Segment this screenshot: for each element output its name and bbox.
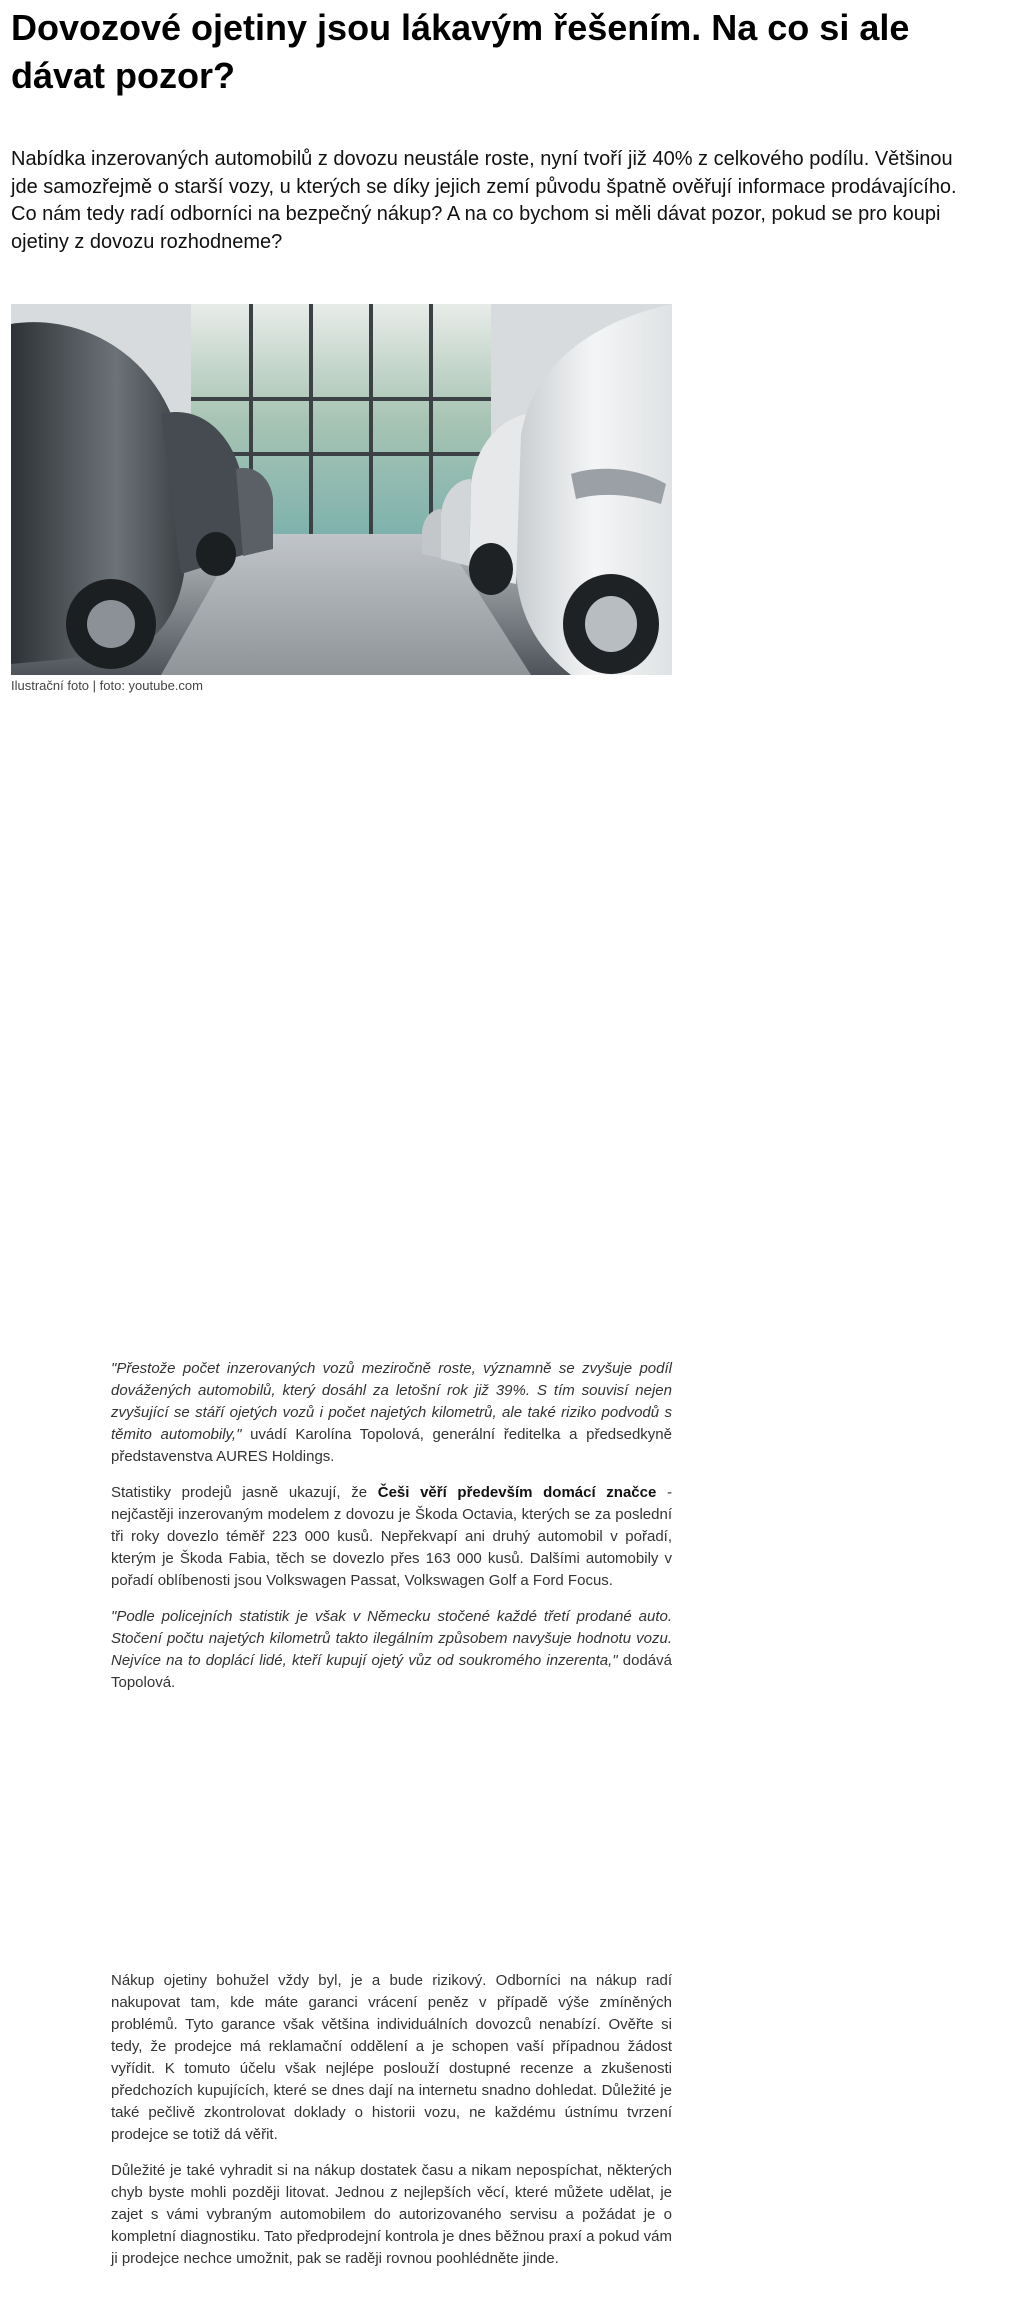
quote-attribution: uvádí Karolína Topolová, generální ředitelka a předsedkyně představenstva AURES Holdings. — [111, 1426, 672, 1465]
article-photo — [11, 304, 672, 675]
paragraph-text: Statistiky prodejů jasně ukazují, že — [111, 1484, 378, 1501]
article-paragraph — [111, 1358, 672, 1468]
article-paragraph — [111, 1606, 672, 1694]
quote-text: "Podle policejních statistik je však v Německu stočené každé třetí prodané auto. Stočení počtu najetých kilometrů takto ilegálním způsobem navyšuje hodnotu vozu. Nejvíce na to doplácí lidé, kteří kupují ojetý vůz od soukromého inzerenta," — [111, 1608, 672, 1669]
car-showroom-illustration — [11, 304, 672, 675]
quote-attribution: dodává Topolová. — [111, 1652, 672, 1691]
paragraph-text: - nejčastěji inzerovaným modelem z dovozu je Škoda Octavia, kterých se za poslední tři roky dovezlo téměř 223 000 kusů. Nepřekvapí ani druhý automobil v pořadí, kterým je Škoda Fabia, těch se dovezlo přes 163 000 kusů. Dalšími automobily v pořadí oblíbenosti jsou Volkswagen Passat, Volkswagen Golf a Ford Focus. — [111, 1484, 672, 1589]
article-paragraph — [111, 1482, 672, 1592]
article-body-section-1 — [111, 1358, 672, 1708]
emphasis-text: Češi věří především domácí značce — [377, 1484, 657, 1501]
article-lead: Nabídka inzerovaných automobilů z dovozu neustále roste, nyní tvoří již 40% z celkového podílu. Většinou jde samozřejmě o starší vozy, u kterých se díky jejich zemí původu špatně ověřují informace prodávajícího. Co nám tedy radí odborníci na bezpečný nákup? A na co bychom si měli dávat pozor, pokud se pro koupi ojetiny z dovozu rozhodneme? — [11, 148, 957, 253]
article-paragraph: Důležité je také vyhradit si na nákup dostatek času a nikam nepospíchat, některých chyb byste mohli později litovat. Jednou z nejlepších věcí, které můžete udělat, je zajet s vámi vybraným automobilem do autorizovaného servisu a požádat je o kompletní diagnostiku. Tato předprodejní kontrola je dnes běžnou praxí a pokud vám ji prodejce nechce umožnit, pak se raději rovnou poohlédněte jinde. — [111, 2162, 672, 2267]
quote-text: "Přestože počet inzerovaných vozů meziročně roste, významně se zvyšuje podíl dovážených automobilů, který dosáhl za letošní rok již 39%. S tím souvisí nejen zvyšující se stáří ojetých vozů i počet najetých kilometrů, ale také riziko podvodů s těmito automobily," — [111, 1360, 672, 1443]
article-paragraph: Nákup ojetiny bohužel vždy byl, je a bude rizikový. Odborníci na nákup radí nakupovat tam, kde máte garanci vrácení peněz v případě výše zmíněných problémů. Tyto garance však většina individuálních dovozců nenabízí. Ověřte si tedy, že prodejce má reklamační oddělení a je schopen vaší případnou žádost vyřídit. K tomuto účelu však nejlépe poslouží dostupné recenze a zkušenosti předchozích kupujících, které se dnes dají na internetu snadno dohledat. Důležité je také pečlivě zkontrolovat doklady o historii vozu, ne každému ústnímu tvrzení prodejce se totiž dá věřit. — [111, 1972, 672, 2143]
photo-caption: Ilustrační foto | foto: youtube.com — [11, 678, 203, 693]
article-headline: Dovozové ojetiny jsou lákavým řešením. Na co si ale dávat pozor? — [11, 7, 910, 96]
article-body-section-2 — [111, 1970, 672, 2284]
article-photo-figure — [11, 304, 672, 694]
